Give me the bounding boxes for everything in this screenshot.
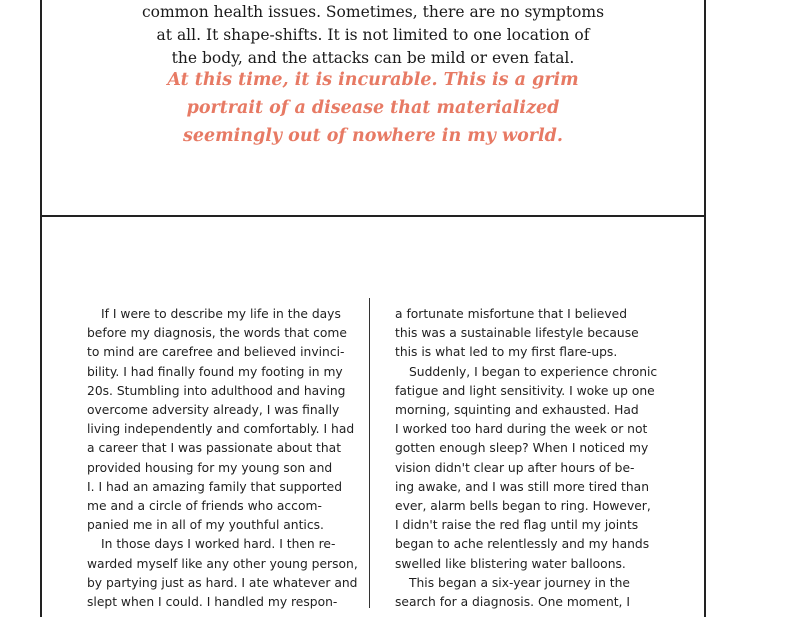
body-line: ever, alarm bells began to ring. However, [395, 499, 651, 514]
body-line: search for a diagnosis. One moment, I [395, 595, 630, 610]
body-line: fatigue and light sensitivity. I woke up one [395, 383, 655, 398]
body-line: this was a sustainable lifestyle because [395, 326, 639, 341]
body-line: a career that I was passionate about that [87, 441, 342, 456]
pull-quote-line: At this time, it is incurable. This is a grim [167, 70, 579, 90]
body-line: 20s. Stumbling into adulthood and having [87, 383, 346, 398]
body-line: living independently and comfortably. I had [87, 422, 355, 437]
body-line: In those days I worked hard. I then re- [101, 537, 336, 552]
body-line: gotten enough sleep? When I noticed my [395, 441, 649, 456]
pull-quote-line: seemingly out of nowhere in my world. [183, 126, 563, 146]
body-line: Suddenly, I began to experience chronic [409, 364, 658, 379]
body-line: before my diagnosis, the words that come [87, 326, 347, 341]
body-line: panied me in all of my youthful antics. [87, 518, 324, 533]
body-line: provided housing for my young son and [87, 460, 333, 475]
body-line: slept when I could. I handled my respon- [87, 595, 338, 610]
body-line: bility. I had finally found my footing in my [87, 364, 343, 379]
body-line: overcome adversity already, I was finally [87, 403, 340, 418]
pull-quote-line: portrait of a disease that materialized [186, 98, 560, 118]
column-divider [369, 298, 370, 608]
body-line: began to ache relentlessly and my hands [395, 537, 650, 552]
body-line: morning, squinting and exhausted. Had [395, 403, 639, 418]
body-line: this is what led to my first flare-ups. [395, 345, 618, 360]
body-line: I worked too hard during the week or not [395, 422, 648, 437]
intro-box [40, 0, 706, 217]
body-line: If I were to describe my life in the days [101, 307, 341, 321]
body-line: I. I had an amazing family that supported [87, 479, 343, 494]
left-column [87, 305, 357, 612]
body-line: ing awake, and I was still more tired than [395, 479, 650, 494]
body-line: a fortunate misfortune that I believed [395, 307, 628, 321]
pull-quote [42, 66, 704, 150]
intro-line: common health issues. Sometimes, there are no symptoms [141, 3, 605, 21]
right-column [395, 305, 658, 612]
body-line: by partying just as hard. I ate whatever and [87, 575, 358, 590]
body-line: me and a circle of friends who accom- [87, 499, 322, 514]
frame-left-border [40, 217, 42, 617]
frame-right-border [704, 217, 706, 617]
body-line: warded myself like any other young person, [87, 556, 358, 571]
body-line: This began a six-year journey in the [409, 575, 630, 590]
body-line: I didn't raise the red flag until my joints [395, 518, 639, 533]
body-line: swelled like blistering water balloons. [395, 556, 626, 571]
body-line: to mind are carefree and believed invinci- [87, 345, 345, 360]
intro-paragraph [42, 0, 704, 70]
body-line: vision didn't clear up after hours of be- [395, 460, 635, 475]
intro-line: at all. It shape-shifts. It is not limited to one location of [156, 26, 590, 44]
intro-line: the body, and the attacks can be mild or even fatal. [171, 49, 575, 67]
